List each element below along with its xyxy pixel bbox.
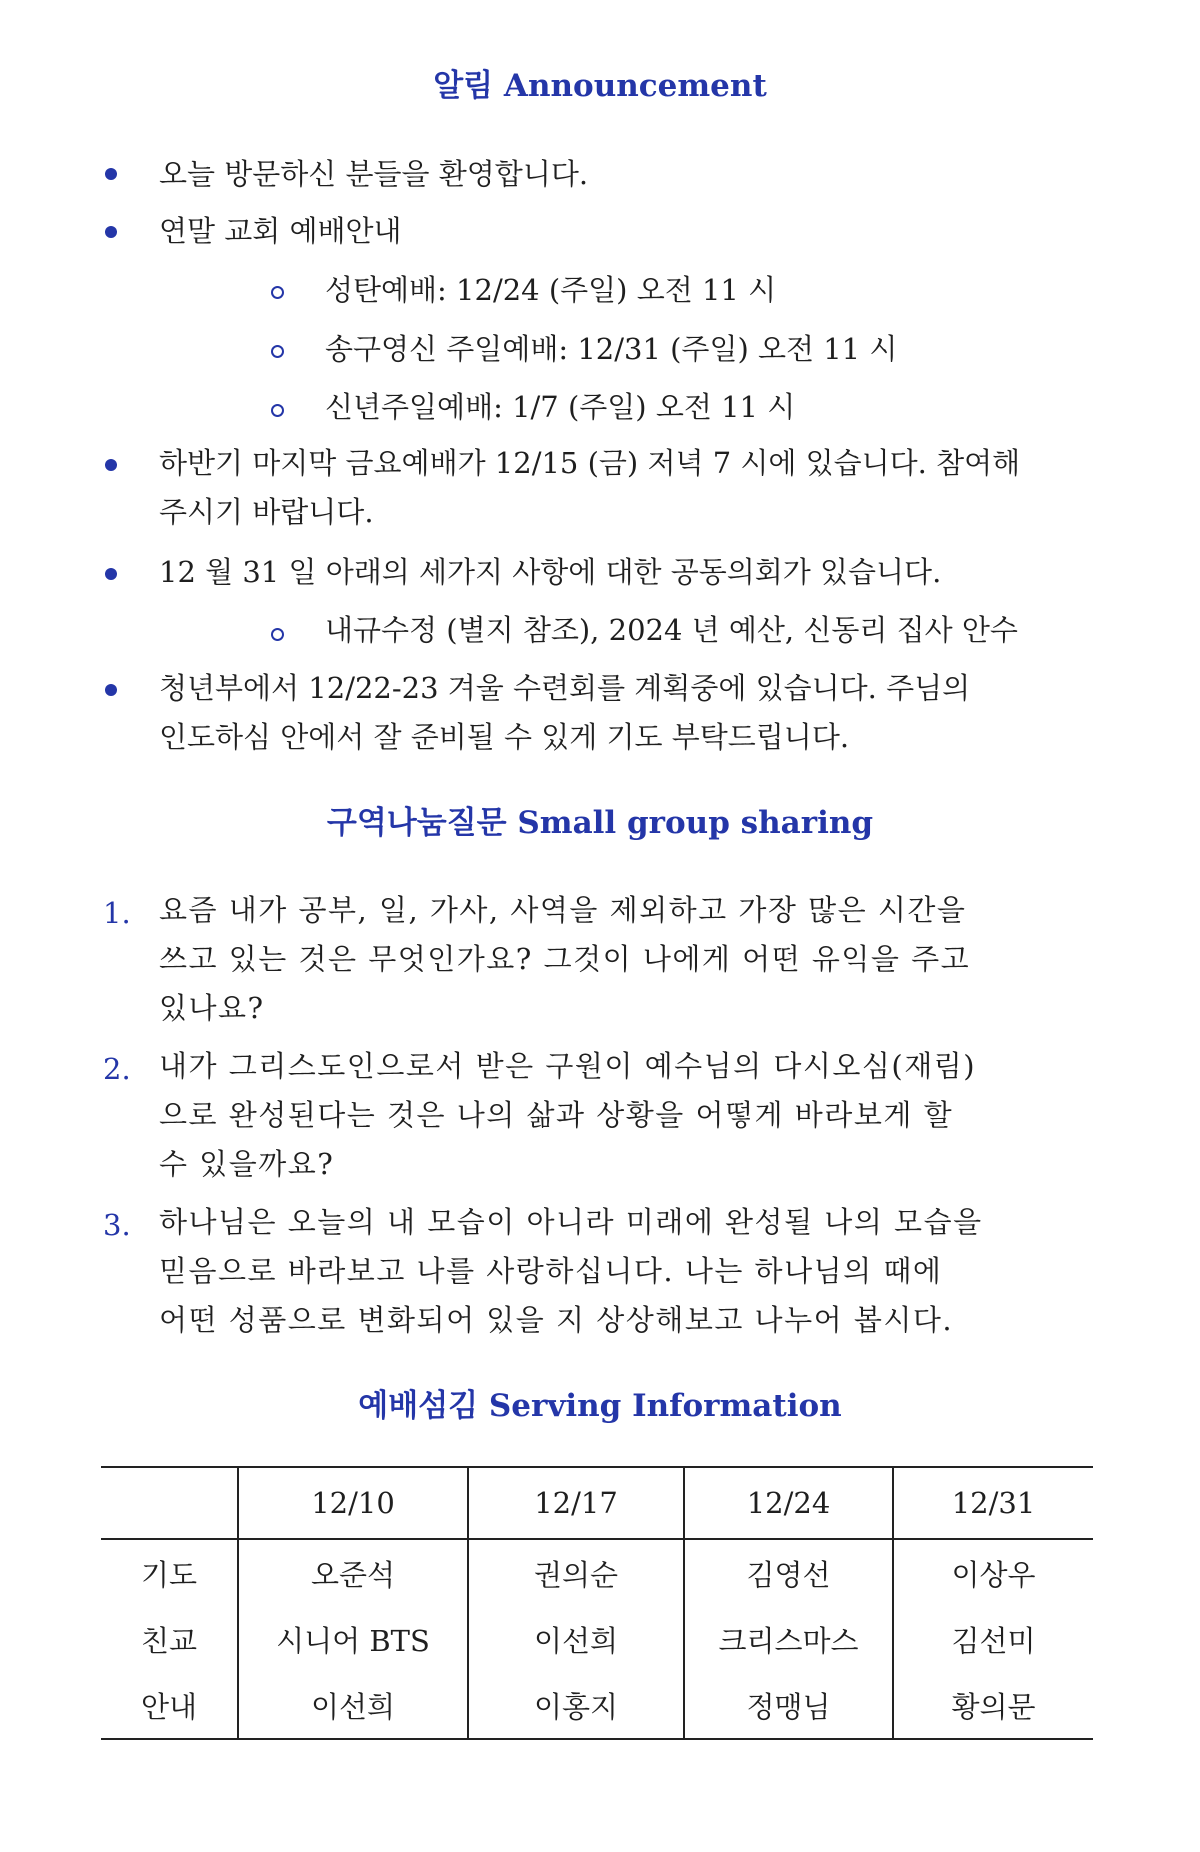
announcement-item-1: 오늘 방문하신 분들을 환영합니다.: [159, 157, 589, 191]
table-cell: 이홍지: [468, 1672, 684, 1739]
table-row: [101, 1606, 1093, 1672]
table-header-cell: 12/31: [893, 1467, 1093, 1539]
table-header-cell: [101, 1467, 238, 1539]
table-header-cell: 12/24: [684, 1467, 893, 1539]
announcement-item-3-line: 주시기 바랍니다.: [159, 495, 374, 529]
table-cell: 시니어 BTS: [238, 1606, 468, 1672]
serving-table: [101, 1466, 1093, 1740]
announcement-subitem: 신년주일예배: 1/7 (주일) 오전 11 시: [325, 390, 796, 424]
announcement-subitem: 내규수정 (별지 참조), 2024 년 예산, 신동리 집사 안수: [325, 613, 1018, 647]
bullet-icon: [105, 568, 117, 580]
question-line: 요즘 내가 공부, 일, 가사, 사역을 제외하고 가장 많은 시간을: [159, 893, 967, 927]
table-header-row: [101, 1467, 1093, 1539]
table-cell: 김영선: [684, 1539, 893, 1606]
bullet-icon: [105, 684, 117, 696]
question-line: 으로 완성된다는 것은 나의 삶과 상황을 어떻게 바라보게 할: [159, 1098, 954, 1132]
question-number: 2.: [103, 1052, 131, 1086]
question-number: 1.: [103, 896, 131, 930]
table-row: [101, 1672, 1093, 1739]
sub-bullet-icon: [271, 345, 284, 358]
table-cell: 권의순: [468, 1539, 684, 1606]
table-cell: 이선희: [468, 1606, 684, 1672]
bullet-icon: [105, 226, 117, 238]
table-header-cell: 12/17: [468, 1467, 684, 1539]
table-cell: 정맹님: [684, 1672, 893, 1739]
announcement-item-5-line: 청년부에서 12/22-23 겨울 수련회를 계획중에 있습니다. 주님의: [159, 671, 971, 705]
announcement-subitem: 송구영신 주일예배: 12/31 (주일) 오전 11 시: [325, 332, 898, 366]
question-line: 있나요?: [159, 991, 265, 1025]
table-cell: 황의문: [893, 1672, 1093, 1739]
table-header-cell: 12/10: [238, 1467, 468, 1539]
announcement-item-2: 연말 교회 예배안내: [159, 214, 402, 248]
question-number: 3.: [103, 1208, 131, 1242]
bullet-icon: [105, 459, 117, 471]
table-cell: 크리스마스: [684, 1606, 893, 1672]
serving-heading: 예배섬김 Serving Information: [358, 1388, 842, 1424]
table-row-label: 기도: [140, 1557, 198, 1592]
table-row: [101, 1539, 1093, 1606]
question-line: 쓰고 있는 것은 무엇인가요? 그것이 나에게 어떤 유익을 주고: [159, 942, 971, 976]
table-cell: 이상우: [893, 1539, 1093, 1606]
question-line: 수 있을까요?: [159, 1147, 335, 1181]
announcement-subitem: 성탄예배: 12/24 (주일) 오전 11 시: [325, 273, 777, 307]
question-line: 하나님은 오늘의 내 모습이 아니라 미래에 완성될 나의 모습을: [159, 1205, 983, 1239]
table-row-label: 친교: [140, 1623, 198, 1658]
table-cell: 이선희: [238, 1672, 468, 1739]
sub-bullet-icon: [271, 286, 284, 299]
table-row-label: 안내: [101, 1672, 238, 1739]
announcement-item-5-line: 인도하심 안에서 잘 준비될 수 있게 기도 부탁드립니다.: [159, 720, 850, 754]
sub-bullet-icon: [271, 404, 284, 417]
question-line: 믿음으로 바라보고 나를 사랑하십니다. 나는 하나님의 때에: [159, 1254, 943, 1288]
question-line: 내가 그리스도인으로서 받은 구원이 예수님의 다시오심(재림): [159, 1049, 977, 1083]
announcement-item-4: 12 월 31 일 아래의 세가지 사항에 대한 공동의회가 있습니다.: [159, 555, 942, 589]
bullet-icon: [105, 168, 117, 180]
question-line: 어떤 성품으로 변화되어 있을 지 상상해보고 나누어 봅시다.: [159, 1303, 954, 1337]
sub-bullet-icon: [271, 628, 284, 641]
announcement-item-3-line: 하반기 마지막 금요예배가 12/15 (금) 저녁 7 시에 있습니다. 참여해: [159, 446, 1021, 480]
announcement-heading: 알림 Announcement: [433, 68, 767, 104]
table-cell: 오준석: [238, 1539, 468, 1606]
sharing-heading: 구역나눔질문 Small group sharing: [326, 805, 874, 841]
table-cell: 김선미: [893, 1606, 1093, 1672]
